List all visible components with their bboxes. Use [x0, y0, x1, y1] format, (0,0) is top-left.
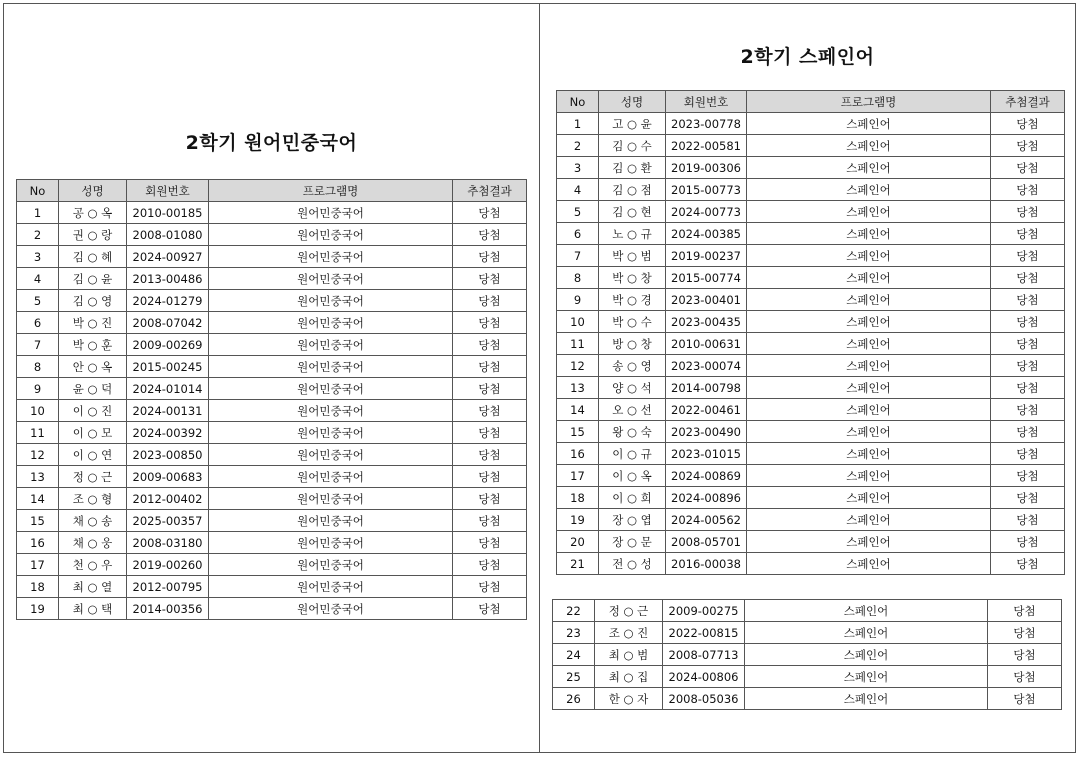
cell-result: 당첨 [991, 311, 1065, 333]
cell-result: 당첨 [453, 598, 527, 620]
cell-no: 18 [17, 576, 59, 598]
cell-member-id: 2008-05701 [666, 531, 747, 553]
cell-member-id: 2009-00269 [127, 334, 209, 356]
cell-member-id: 2024-01014 [127, 378, 209, 400]
cell-program: 원어민중국어 [209, 554, 453, 576]
table-row [17, 290, 527, 312]
cell-name: 최 ○ 집 [595, 666, 663, 688]
cell-member-id: 2015-00774 [666, 267, 747, 289]
cell-name: 박 ○ 창 [599, 267, 666, 289]
cell-program: 원어민중국어 [209, 202, 453, 224]
cell-no: 5 [557, 201, 599, 223]
cell-result: 당첨 [991, 421, 1065, 443]
cell-program: 원어민중국어 [209, 334, 453, 356]
cell-no: 15 [557, 421, 599, 443]
cell-no: 15 [17, 510, 59, 532]
cell-no: 20 [557, 531, 599, 553]
cell-member-id: 2024-00385 [666, 223, 747, 245]
cell-program: 스페인어 [745, 688, 988, 710]
cell-no: 9 [557, 289, 599, 311]
cell-member-id: 2024-00806 [663, 666, 745, 688]
cell-member-id: 2010-00631 [666, 333, 747, 355]
table-row [17, 334, 527, 356]
cell-name: 한 ○ 자 [595, 688, 663, 710]
cell-no: 13 [17, 466, 59, 488]
cell-program: 스페인어 [747, 245, 991, 267]
cell-result: 당첨 [991, 245, 1065, 267]
cell-no: 11 [17, 422, 59, 444]
cell-name: 왕 ○ 숙 [599, 421, 666, 443]
cell-name: 최 ○ 범 [595, 644, 663, 666]
cell-result: 당첨 [991, 487, 1065, 509]
table-row [557, 355, 1065, 377]
cell-result: 당첨 [991, 509, 1065, 531]
results-table [16, 179, 527, 620]
cell-result: 당첨 [991, 179, 1065, 201]
table-row [557, 135, 1065, 157]
table-row [17, 598, 527, 620]
cell-member-id: 2023-00074 [666, 355, 747, 377]
cell-name: 조 ○ 형 [59, 488, 127, 510]
cell-name: 이 ○ 규 [599, 443, 666, 465]
table-row [557, 553, 1065, 575]
table-row [557, 421, 1065, 443]
cell-result: 당첨 [453, 224, 527, 246]
cell-member-id: 2008-07713 [663, 644, 745, 666]
cell-name: 박 ○ 수 [599, 311, 666, 333]
cell-program: 스페인어 [747, 355, 991, 377]
cell-program: 원어민중국어 [209, 312, 453, 334]
cell-name: 김 ○ 점 [599, 179, 666, 201]
cell-no: 11 [557, 333, 599, 355]
cell-no: 18 [557, 487, 599, 509]
cell-program: 스페인어 [747, 421, 991, 443]
cell-name: 정 ○ 근 [595, 600, 663, 622]
cell-no: 1 [17, 202, 59, 224]
table-row [17, 268, 527, 290]
cell-program: 원어민중국어 [209, 246, 453, 268]
table-row [557, 465, 1065, 487]
cell-no: 4 [557, 179, 599, 201]
table-row [17, 246, 527, 268]
cell-result: 당첨 [988, 622, 1062, 644]
cell-member-id: 2022-00461 [666, 399, 747, 421]
cell-member-id: 2014-00356 [127, 598, 209, 620]
cell-no: 3 [17, 246, 59, 268]
cell-program: 원어민중국어 [209, 224, 453, 246]
cell-program: 원어민중국어 [209, 510, 453, 532]
cell-name: 이 ○ 진 [59, 400, 127, 422]
cell-program: 스페인어 [747, 311, 991, 333]
page-left [3, 3, 540, 753]
cell-name: 이 ○ 연 [59, 444, 127, 466]
cell-no: 6 [557, 223, 599, 245]
cell-name: 천 ○ 우 [59, 554, 127, 576]
cell-name: 이 ○ 희 [599, 487, 666, 509]
table-row [17, 400, 527, 422]
cell-result: 당첨 [988, 688, 1062, 710]
cell-program: 원어민중국어 [209, 598, 453, 620]
cell-name: 채 ○ 송 [59, 510, 127, 532]
cell-no: 26 [553, 688, 595, 710]
cell-name: 양 ○ 석 [599, 377, 666, 399]
cell-no: 1 [557, 113, 599, 135]
cell-name: 박 ○ 경 [599, 289, 666, 311]
cell-name: 전 ○ 성 [599, 553, 666, 575]
table-row [17, 422, 527, 444]
cell-no: 2 [17, 224, 59, 246]
cell-member-id: 2010-00185 [127, 202, 209, 224]
cell-member-id: 2015-00773 [666, 179, 747, 201]
cell-name: 공 ○ 옥 [59, 202, 127, 224]
cell-program: 원어민중국어 [209, 444, 453, 466]
cell-member-id: 2024-00869 [666, 465, 747, 487]
table-row [557, 113, 1065, 135]
cell-member-id: 2022-00581 [666, 135, 747, 157]
cell-no: 5 [17, 290, 59, 312]
cell-program: 스페인어 [747, 465, 991, 487]
cell-result: 당첨 [453, 202, 527, 224]
cell-no: 24 [553, 644, 595, 666]
page-title: 2학기 원어민중국어 [185, 132, 358, 154]
cell-program: 스페인어 [747, 267, 991, 289]
table-row [17, 466, 527, 488]
cell-no: 2 [557, 135, 599, 157]
cell-no: 10 [17, 400, 59, 422]
cell-member-id: 2024-00927 [127, 246, 209, 268]
cell-result: 당첨 [453, 554, 527, 576]
cell-program: 원어민중국어 [209, 576, 453, 598]
cell-result: 당첨 [991, 443, 1065, 465]
cell-no: 25 [553, 666, 595, 688]
table-row [17, 444, 527, 466]
cell-member-id: 2023-00778 [666, 113, 747, 135]
cell-program: 스페인어 [747, 157, 991, 179]
cell-member-id: 2024-00131 [127, 400, 209, 422]
cell-no: 7 [557, 245, 599, 267]
cell-no: 17 [17, 554, 59, 576]
page-title: 2학기 스페인어 [740, 46, 875, 68]
column-header-no: No [17, 180, 59, 202]
cell-result: 당첨 [453, 268, 527, 290]
cell-program: 스페인어 [747, 179, 991, 201]
cell-no: 3 [557, 157, 599, 179]
cell-result: 당첨 [453, 378, 527, 400]
cell-member-id: 2019-00306 [666, 157, 747, 179]
table-row [557, 311, 1065, 333]
cell-member-id: 2022-00815 [663, 622, 745, 644]
table-row [553, 600, 1062, 622]
cell-program: 스페인어 [747, 135, 991, 157]
column-header-member-id: 회원번호 [666, 91, 747, 113]
cell-member-id: 2024-00896 [666, 487, 747, 509]
cell-result: 당첨 [453, 246, 527, 268]
cell-result: 당첨 [991, 531, 1065, 553]
cell-member-id: 2008-01080 [127, 224, 209, 246]
cell-no: 8 [17, 356, 59, 378]
cell-member-id: 2023-01015 [666, 443, 747, 465]
cell-no: 6 [17, 312, 59, 334]
table-row [17, 532, 527, 554]
table-row [557, 443, 1065, 465]
cell-program: 원어민중국어 [209, 466, 453, 488]
cell-no: 14 [557, 399, 599, 421]
cell-result: 당첨 [453, 510, 527, 532]
cell-no: 17 [557, 465, 599, 487]
cell-member-id: 2009-00275 [663, 600, 745, 622]
column-header-result: 추첨결과 [453, 180, 527, 202]
column-header-no: No [557, 91, 599, 113]
cell-program: 원어민중국어 [209, 356, 453, 378]
cell-name: 방 ○ 창 [599, 333, 666, 355]
cell-program: 원어민중국어 [209, 422, 453, 444]
cell-program: 원어민중국어 [209, 532, 453, 554]
cell-member-id: 2024-01279 [127, 290, 209, 312]
cell-program: 원어민중국어 [209, 268, 453, 290]
cell-program: 스페인어 [745, 600, 988, 622]
cell-no: 23 [553, 622, 595, 644]
cell-name: 박 ○ 범 [599, 245, 666, 267]
cell-no: 10 [557, 311, 599, 333]
cell-member-id: 2008-05036 [663, 688, 745, 710]
cell-program: 스페인어 [747, 509, 991, 531]
cell-program: 원어민중국어 [209, 488, 453, 510]
cell-result: 당첨 [453, 356, 527, 378]
cell-result: 당첨 [991, 157, 1065, 179]
table-row [17, 224, 527, 246]
cell-member-id: 2012-00795 [127, 576, 209, 598]
cell-program: 스페인어 [747, 333, 991, 355]
table-row [17, 576, 527, 598]
cell-member-id: 2008-03180 [127, 532, 209, 554]
table-row [557, 201, 1065, 223]
cell-member-id: 2024-00773 [666, 201, 747, 223]
header-row [17, 180, 527, 202]
table-row [17, 554, 527, 576]
cell-name: 최 ○ 열 [59, 576, 127, 598]
results-table [556, 90, 1065, 575]
table-row [557, 245, 1065, 267]
cell-member-id: 2024-00562 [666, 509, 747, 531]
cell-program: 스페인어 [747, 113, 991, 135]
cell-result: 당첨 [991, 289, 1065, 311]
cell-result: 당첨 [991, 201, 1065, 223]
cell-name: 이 ○ 모 [59, 422, 127, 444]
cell-result: 당첨 [453, 422, 527, 444]
cell-result: 당첨 [991, 333, 1065, 355]
cell-program: 스페인어 [745, 666, 988, 688]
cell-result: 당첨 [453, 532, 527, 554]
page-right [539, 3, 1076, 753]
cell-result: 당첨 [991, 377, 1065, 399]
table-row [557, 179, 1065, 201]
cell-program: 스페인어 [747, 443, 991, 465]
cell-no: 16 [17, 532, 59, 554]
cell-no: 19 [17, 598, 59, 620]
cell-result: 당첨 [988, 666, 1062, 688]
table-row [553, 688, 1062, 710]
cell-name: 안 ○ 옥 [59, 356, 127, 378]
table-row [557, 333, 1065, 355]
cell-result: 당첨 [988, 644, 1062, 666]
cell-no: 22 [553, 600, 595, 622]
table-row [17, 202, 527, 224]
cell-result: 당첨 [453, 444, 527, 466]
cell-result: 당첨 [991, 135, 1065, 157]
table-row [557, 377, 1065, 399]
cell-name: 김 ○ 영 [59, 290, 127, 312]
cell-program: 스페인어 [747, 289, 991, 311]
cell-no: 14 [17, 488, 59, 510]
table-row [557, 223, 1065, 245]
cell-name: 김 ○ 윤 [59, 268, 127, 290]
table-row [553, 622, 1062, 644]
cell-name: 채 ○ 웅 [59, 532, 127, 554]
cell-result: 당첨 [453, 400, 527, 422]
cell-name: 김 ○ 수 [599, 135, 666, 157]
cell-name: 박 ○ 진 [59, 312, 127, 334]
column-header-program: 프로그램명 [209, 180, 453, 202]
cell-no: 16 [557, 443, 599, 465]
cell-name: 조 ○ 진 [595, 622, 663, 644]
cell-result: 당첨 [991, 267, 1065, 289]
cell-name: 김 ○ 혜 [59, 246, 127, 268]
cell-name: 고 ○ 윤 [599, 113, 666, 135]
cell-member-id: 2019-00260 [127, 554, 209, 576]
table-row [557, 531, 1065, 553]
table-row [557, 509, 1065, 531]
cell-program: 스페인어 [745, 644, 988, 666]
cell-result: 당첨 [991, 399, 1065, 421]
cell-result: 당첨 [453, 576, 527, 598]
cell-result: 당첨 [453, 312, 527, 334]
cell-member-id: 2014-00798 [666, 377, 747, 399]
table-row [557, 157, 1065, 179]
cell-no: 9 [17, 378, 59, 400]
column-header-name: 성명 [59, 180, 127, 202]
cell-result: 당첨 [453, 290, 527, 312]
column-header-name: 성명 [599, 91, 666, 113]
cell-name: 장 ○ 문 [599, 531, 666, 553]
cell-program: 스페인어 [747, 223, 991, 245]
cell-member-id: 2013-00486 [127, 268, 209, 290]
cell-program: 스페인어 [747, 201, 991, 223]
cell-result: 당첨 [453, 466, 527, 488]
table-row [557, 399, 1065, 421]
cell-name: 김 ○ 현 [599, 201, 666, 223]
cell-no: 21 [557, 553, 599, 575]
table-row [557, 267, 1065, 289]
cell-program: 원어민중국어 [209, 400, 453, 422]
table-row [17, 510, 527, 532]
cell-member-id: 2023-00850 [127, 444, 209, 466]
results-table-continued [552, 599, 1062, 710]
cell-member-id: 2023-00435 [666, 311, 747, 333]
table-row [17, 378, 527, 400]
cell-name: 윤 ○ 덕 [59, 378, 127, 400]
column-header-member-id: 회원번호 [127, 180, 209, 202]
cell-program: 스페인어 [747, 377, 991, 399]
cell-program: 스페인어 [745, 622, 988, 644]
cell-result: 당첨 [988, 600, 1062, 622]
cell-result: 당첨 [453, 488, 527, 510]
cell-member-id: 2025-00357 [127, 510, 209, 532]
table-row [557, 289, 1065, 311]
table-row [17, 312, 527, 334]
cell-program: 원어민중국어 [209, 378, 453, 400]
cell-no: 19 [557, 509, 599, 531]
cell-name: 오 ○ 선 [599, 399, 666, 421]
cell-member-id: 2023-00401 [666, 289, 747, 311]
cell-no: 13 [557, 377, 599, 399]
table-row [553, 666, 1062, 688]
cell-no: 4 [17, 268, 59, 290]
cell-program: 스페인어 [747, 531, 991, 553]
cell-result: 당첨 [991, 113, 1065, 135]
cell-member-id: 2009-00683 [127, 466, 209, 488]
column-header-program: 프로그램명 [747, 91, 991, 113]
cell-name: 최 ○ 택 [59, 598, 127, 620]
cell-name: 정 ○ 근 [59, 466, 127, 488]
cell-program: 스페인어 [747, 553, 991, 575]
cell-name: 송 ○ 영 [599, 355, 666, 377]
cell-result: 당첨 [453, 334, 527, 356]
cell-name: 김 ○ 환 [599, 157, 666, 179]
cell-member-id: 2016-00038 [666, 553, 747, 575]
cell-no: 8 [557, 267, 599, 289]
cell-name: 장 ○ 엽 [599, 509, 666, 531]
cell-member-id: 2023-00490 [666, 421, 747, 443]
cell-result: 당첨 [991, 355, 1065, 377]
cell-name: 이 ○ 옥 [599, 465, 666, 487]
cell-no: 12 [557, 355, 599, 377]
cell-no: 7 [17, 334, 59, 356]
cell-name: 노 ○ 규 [599, 223, 666, 245]
table-row [17, 488, 527, 510]
cell-member-id: 2012-00402 [127, 488, 209, 510]
cell-name: 권 ○ 랑 [59, 224, 127, 246]
cell-member-id: 2008-07042 [127, 312, 209, 334]
cell-program: 스페인어 [747, 399, 991, 421]
table-row [557, 487, 1065, 509]
cell-program: 원어민중국어 [209, 290, 453, 312]
table-row [553, 644, 1062, 666]
column-header-result: 추첨결과 [991, 91, 1065, 113]
header-row [557, 91, 1065, 113]
cell-member-id: 2019-00237 [666, 245, 747, 267]
cell-member-id: 2015-00245 [127, 356, 209, 378]
cell-program: 스페인어 [747, 487, 991, 509]
cell-result: 당첨 [991, 553, 1065, 575]
cell-name: 박 ○ 훈 [59, 334, 127, 356]
cell-result: 당첨 [991, 223, 1065, 245]
cell-result: 당첨 [991, 465, 1065, 487]
cell-no: 12 [17, 444, 59, 466]
cell-member-id: 2024-00392 [127, 422, 209, 444]
table-row [17, 356, 527, 378]
